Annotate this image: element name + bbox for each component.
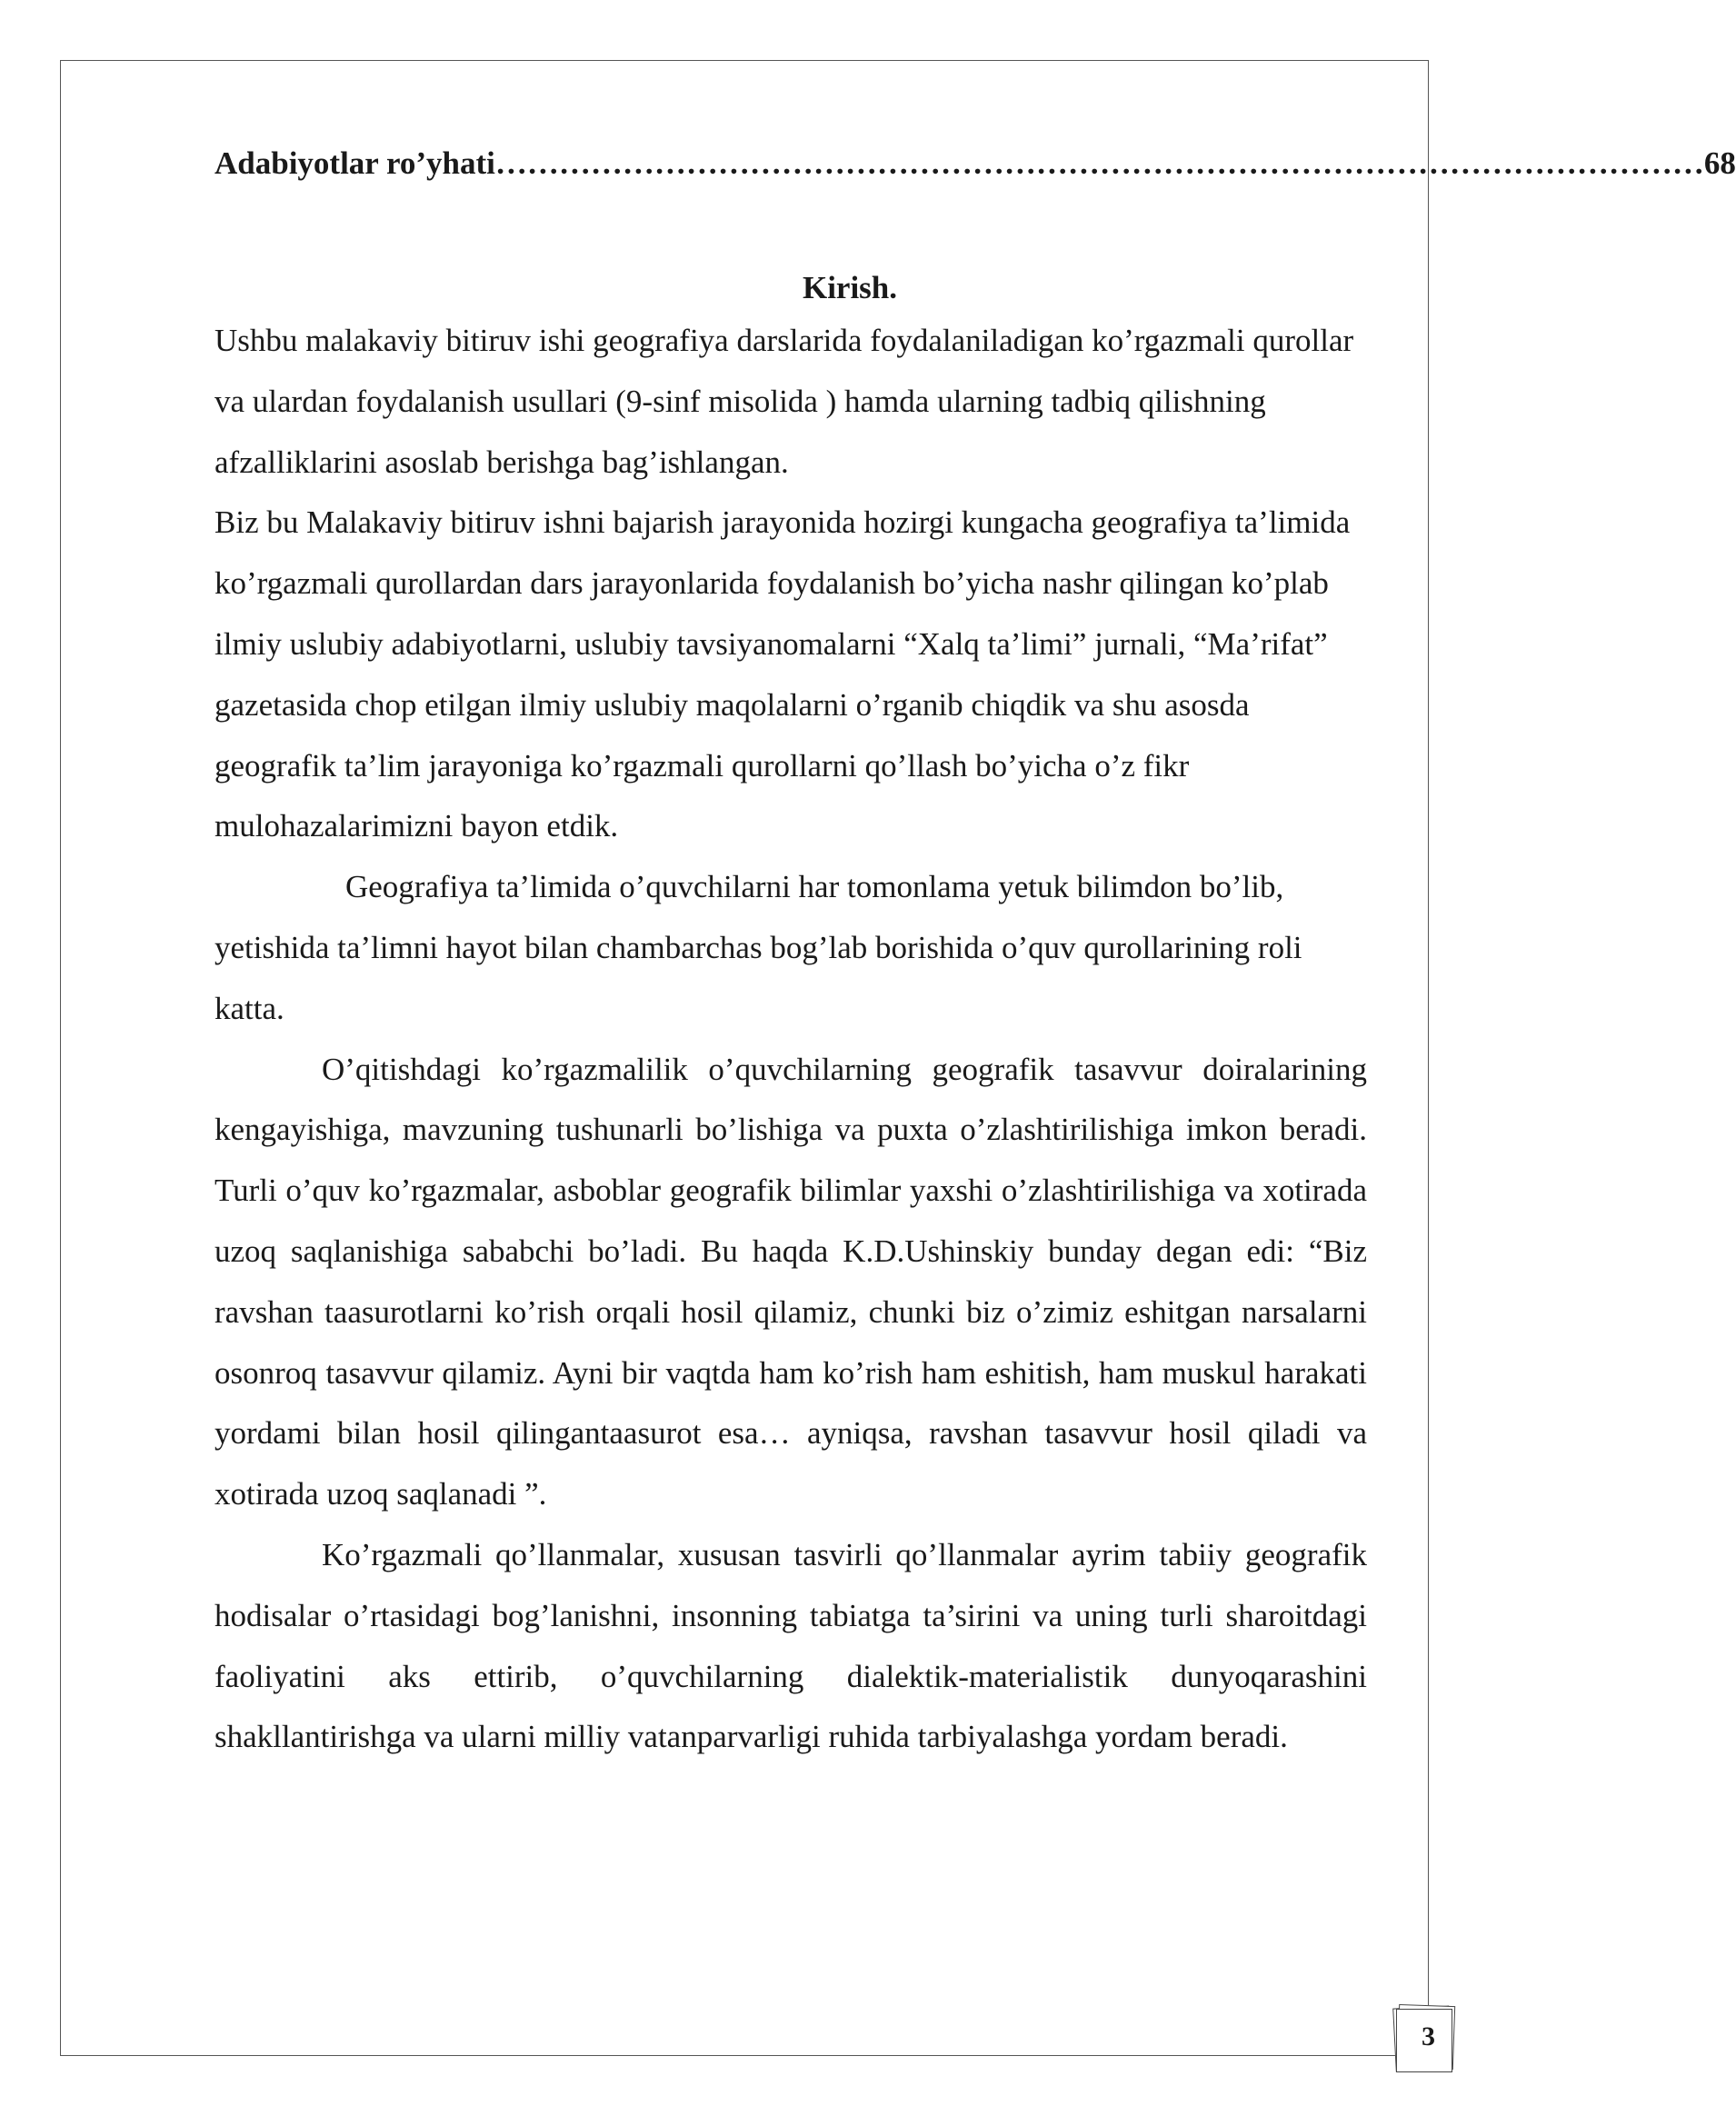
page-number: 3 [1422,2021,1435,2051]
paragraph-1: Ushbu malakaviy bitiruv ishi geografiya darslarida foydalaniladigan ko’rgazmali qurollar va ulardan foydalanish usullari (9-sinf misolida ) hamda ularning tadbiq qilishning afzalliklarini asoslab berishga bag’ishlangan. [215,323,1354,480]
toc-entry [215,145,1736,191]
paragraph-3: Geografiya ta’limida o’quvchilarni har tomonlama yetuk bilimdon bo’lib, yetishida ta’limni hayot bilan chambarchas bog’lab borishida o’quv qurollarining roli katta. [215,869,1302,1026]
toc-entry-leader: …………………………………………………………………………………………………… [494,145,1704,181]
paragraph-2: Biz bu Malakaviy bitiruv ishni bajarish jarayonida hozirgi kungacha geografiya ta’limida ko’rgazmali qurollardan dars jarayonlarida foydalanish bo’yicha nashr qilingan ko’plab ilmiy uslubiy adabiyotlarni, uslubiy tavsiyanomalarni “Xalq ta’limi” jurnali, “Ma’rifat” gazetasida chop etilgan ilmiy uslubiy maqolalarni o’rganib chiqdik va shu asosda geografik ta’lim jarayoniga ko’rgazmali qurollarni qo’llash bo’yicha o’z fikr mulohazalarimizni bayon etdik. [215,504,1351,844]
section-heading: Kirish. [802,270,898,305]
page-number-box [1391,2001,1462,2076]
paragraph-5: Ko’rgazmali qo’llanmalar, xususan tasvirli qo’llanmalar ayrim tabiiy geografik hodisalar o’rtasidagi bog’lanishni, insonning tabiatga ta’sirini va uning turli sharoitdagi faoliyatini aks ettirib, o’quvchilarning dialektik-materialistik dunyoqarashini shakllantirishga va ularni milliy vatanparvarligi ruhida tarbiyalashga yordam beradi. [215,1536,1367,1755]
toc-entry-label: Adabiyotlar ro’yhati [215,145,495,181]
toc-entry-page: 68 [1703,145,1736,181]
page-content [215,145,1736,1768]
paragraph-4: O’qitishdagi ko’rgazmalilik o’quvchilarning geografik tasavvur doiralarining kengayishiga, mavzuning tushunarli bo’lishiga va puxta o’zlashtirilishiga imkon beradi. Turli o’quv ko’rgazmalar, asboblar geografik bilimlar yaxshi o’zlashtirilishiga va xotirada uzoq saqlanishiga sababchi bo’ladi. Bu haqda K.D.Ushinskiy bunday degan edi: “Biz ravshan taasurotlarni ko’rish orqali hosil qilamiz, chunki biz o’zimiz eshitgan narsalarni osonroq tasavvur qilamiz. Ayni bir vaqtda ham ko’rish ham eshitish, ham muskul harakati yordami bilan hosil qilingantaasurot esa… ayniqsa, ravshan tasavvur hosil qiladi va xotirada uzoq saqlanadi ”. [215,1051,1367,1512]
